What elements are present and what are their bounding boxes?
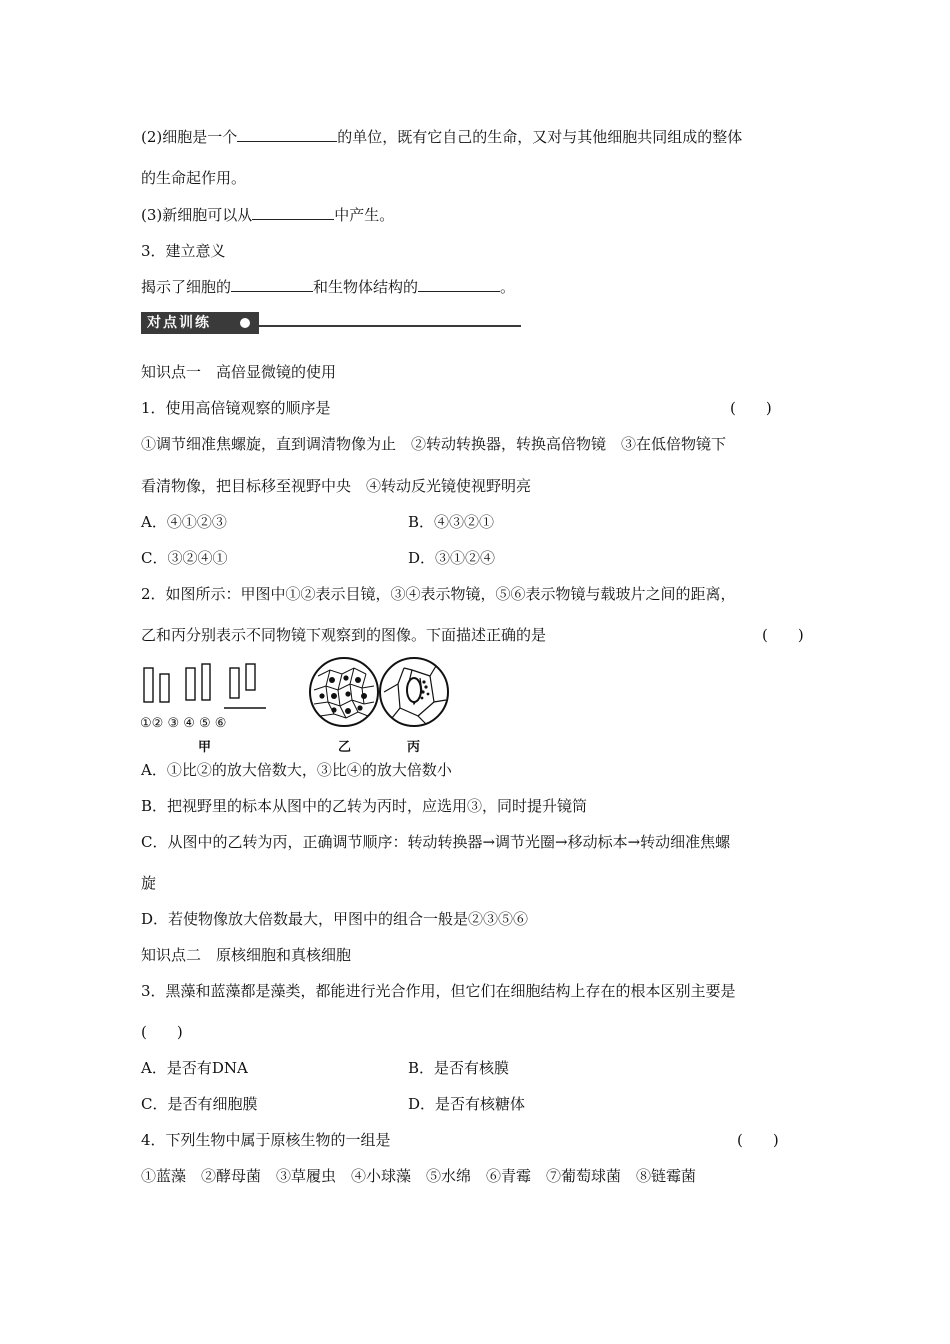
objective-4-shape bbox=[202, 664, 210, 700]
section-title: 对点训练 bbox=[141, 312, 259, 334]
item-3-line: (3)新细胞可以从 中产生。 bbox=[141, 206, 395, 224]
answer-paren[interactable]: ( ) bbox=[730, 399, 772, 417]
objective-5-shape bbox=[230, 668, 239, 698]
question-3-stem: 3．黑藻和蓝藻都是藻类，都能进行光合作用，但它们在细胞结构上存在的根本区别主要是 bbox=[141, 982, 736, 1000]
section-rule bbox=[259, 325, 521, 327]
answer-paren[interactable]: ( ) bbox=[141, 1023, 183, 1041]
answer-blank[interactable] bbox=[418, 277, 500, 292]
knowledge-point-1: 知识点一 高倍显微镜的使用 bbox=[141, 363, 337, 381]
figure-yi-label: 乙 bbox=[338, 740, 352, 755]
answer-blank[interactable] bbox=[237, 127, 337, 142]
question-2-stem-2: 乙和丙分别表示不同物镜下观察到的图像。下面描述正确的是 bbox=[141, 626, 547, 644]
question-1-line-1: ①调节细准焦螺旋，直到调清物像为止 ②转动转换器，转换高倍物镜 ③在低倍物镜下 bbox=[141, 435, 727, 453]
question-1-line-2: 看清物像，把目标移至视野中央 ④转动反光镜使视野明亮 bbox=[141, 477, 532, 495]
question-4-line-1: ①蓝藻 ②酵母菌 ③草履虫 ④小球藻 ⑤水绵 ⑥青霉 ⑦葡萄球菌 ⑧链霉菌 bbox=[141, 1167, 697, 1185]
option-b[interactable]: B．④③②① bbox=[408, 513, 495, 531]
bullet-dot-icon bbox=[240, 318, 250, 328]
eyepiece-2-shape bbox=[160, 674, 169, 702]
question-1-stem: 1．使用高倍镜观察的顺序是 bbox=[141, 399, 331, 417]
option-c-cont: 旋 bbox=[141, 874, 157, 892]
option-a[interactable]: A．是否有DNA bbox=[141, 1059, 248, 1077]
option-d[interactable]: D．是否有核糖体 bbox=[408, 1095, 526, 1113]
knowledge-point-2: 知识点二 原核细胞和真核细胞 bbox=[141, 946, 352, 964]
answer-blank[interactable] bbox=[252, 205, 334, 220]
option-c[interactable]: C．是否有细胞膜 bbox=[141, 1095, 258, 1113]
option-d[interactable]: D．若使物像放大倍数最大，甲图中的组合一般是②③⑤⑥ bbox=[141, 910, 529, 928]
question-2-stem-1: 2．如图所示：甲图中①②表示目镜，③④表示物镜，⑤⑥表示物镜与载玻片之间的距离， bbox=[141, 585, 736, 603]
figure-bing-cells bbox=[378, 656, 450, 728]
option-b[interactable]: B．是否有核膜 bbox=[408, 1059, 510, 1077]
section-3-text: 揭示了细胞的 和生物体结构的 。 bbox=[141, 278, 516, 296]
section-3-title: 3．建立意义 bbox=[141, 242, 226, 260]
option-a[interactable]: A．④①②③ bbox=[141, 513, 227, 531]
figure-jia-numbers: ①② ③ ④ ⑤ ⑥ bbox=[140, 716, 227, 731]
answer-blank[interactable] bbox=[231, 277, 313, 292]
item-2-cont: 的生命起作用。 bbox=[141, 169, 247, 187]
option-b[interactable]: B．把视野里的标本从图中的乙转为丙时，应选用③，同时提升镜筒 bbox=[141, 797, 588, 815]
answer-paren[interactable]: ( ) bbox=[737, 1131, 779, 1149]
objective-6-shape bbox=[246, 664, 255, 690]
option-c[interactable]: C．③②④① bbox=[141, 549, 228, 567]
option-d[interactable]: D．③①②④ bbox=[408, 549, 496, 567]
objective-3-shape bbox=[186, 668, 195, 700]
figure-bing-label: 丙 bbox=[407, 740, 421, 755]
item-2-line: (2)细胞是一个 的单位，既有它自己的生命，又对与其他细胞共同组成的整体 bbox=[141, 128, 743, 146]
option-a[interactable]: A．①比②的放大倍数大，③比④的放大倍数小 bbox=[141, 761, 452, 779]
option-c[interactable]: C．从图中的乙转为丙，正确调节顺序：转动转换器→调节光圈→移动标本→转动细准焦螺 bbox=[141, 833, 731, 851]
eyepiece-1-shape bbox=[144, 668, 153, 702]
figure-jia-label: 甲 bbox=[198, 740, 212, 755]
answer-paren[interactable]: ( ) bbox=[762, 626, 804, 644]
question-4-stem: 4．下列生物中属于原核生物的一组是 bbox=[141, 1131, 391, 1149]
figure-yi-cells bbox=[308, 656, 380, 728]
